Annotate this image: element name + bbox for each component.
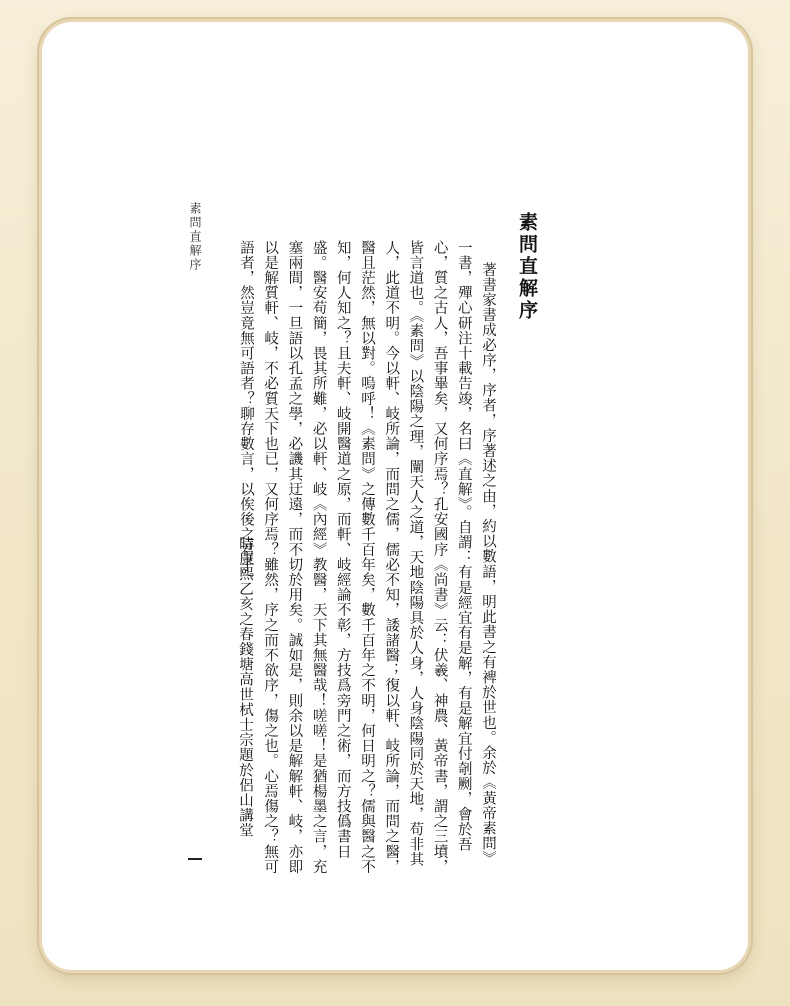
book-page (42, 22, 748, 970)
preface-body (234, 240, 500, 880)
signature-line: 時康熙乙亥之春錢塘高世栻士宗題於侶山講堂 (237, 536, 253, 838)
book-page-frame (42, 22, 748, 970)
page-title: 素問直解序 (516, 212, 538, 322)
running-head: 素問直解序 (188, 202, 202, 272)
page-number (188, 858, 202, 860)
preface-paragraph: 著書家書成必序，序者，序著述之由，約以數語，明此書之有裨於世也。余於《黃帝素問》一書，殫心研注十載告竣，名曰《直解》。自謂：有是經宜有是解，有是解宜付剞劂，會於吾心，質之古人，吾事畢矣，又何序焉？孔安國序《尚書》云：伏羲、神農、黃帝書，謂之三墳，皆言道也。《素問》以陰陽之理，闡天人之道，天地陰陽具於人身，人身陰陽同於天地，苟非其人，此道不明。今以軒、岐所論，而問之儒，儒必不知，諉諸醫；復以軒、岐所論，而問之醫，醫且茫然，無以對。嗚呼！《素問》之傳數千百年矣，數千百年之不明，何日明之？儒與醫之不知，何人知之？且夫軒、岐開醫道之原，而軒、岐經論不彰，方技爲旁門之術，而方技僞書日盛。醫安苟簡，畏其所難，必以軒、岐《內經》教醫，天下其無醫哉！嗟嗟！是猶楊墨之言，充塞兩間，一旦語以孔孟之學，必譏其迂遠，而不切於用矣。誠如是，則余以是解解軒、岐，亦即以是解質軒、岐，不必質天下也已，又何序焉？雖然，序之而不欲序，傷之也。心焉傷之？無可語者，然豈竟無可語者？聊存數言，以俟後之君子。 (237, 240, 496, 875)
